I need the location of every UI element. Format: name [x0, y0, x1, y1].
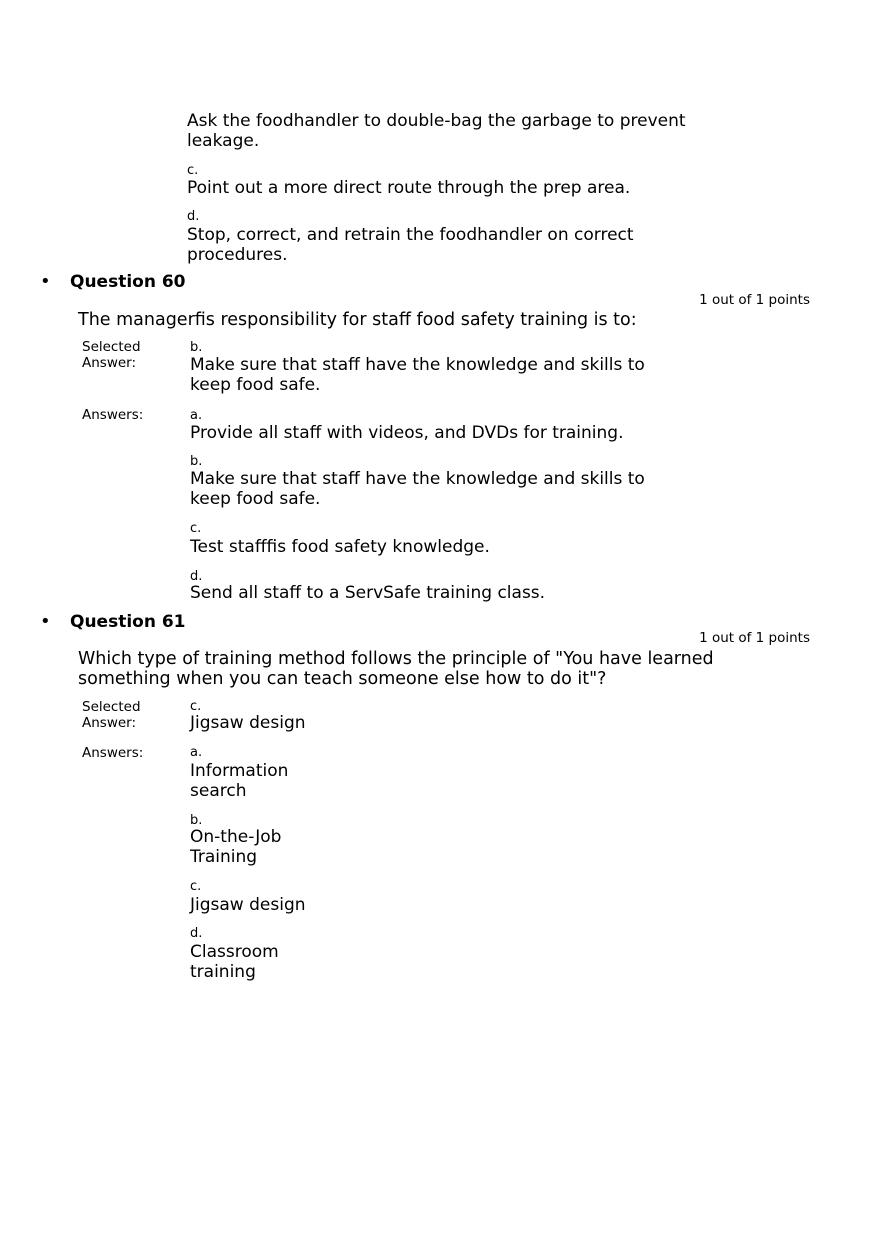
question-61-selected-letter: c. [190, 699, 202, 714]
question-61-answer-c-text: Jigsaw design [190, 895, 306, 915]
question-60-points: 1 out of 1 points [699, 292, 810, 308]
question-61-answer-b-letter: b. [190, 813, 203, 828]
question-61-selected-label-line1: Selected [82, 699, 141, 715]
question-60-answer-b-text: Make sure that staff have the knowledge and skills to keep food safe. [190, 469, 645, 509]
prev-option-c-letter: c. [187, 163, 199, 178]
question-60-selected-letter: b. [190, 340, 203, 355]
question-61-answers-label: Answers: [82, 745, 144, 761]
prev-option-c-text: Point out a more direct route through the prep area. [187, 178, 631, 198]
prev-option-d-text: Stop, correct, and retrain the foodhandler on correct procedures. [187, 225, 634, 265]
question-60-answer-d-letter: d. [190, 569, 203, 584]
question-61-answer-d-text: Classroom training [190, 942, 279, 982]
question-61-title: Question 61 [70, 612, 186, 632]
question-60-answer-b-letter: b. [190, 454, 203, 469]
prev-option-b-text: Ask the foodhandler to double-bag the garbage to prevent leakage. [187, 111, 686, 151]
question-60-selected-label-line2: Answer: [82, 355, 137, 371]
question-61-answer-a-letter: a. [190, 745, 203, 760]
question-60-answer-c-text: Test stafffis food safety knowledge. [190, 537, 490, 557]
question-61-points: 1 out of 1 points [699, 630, 810, 646]
question-60-text: The managerfis responsibility for staff food safety training is to: [78, 310, 637, 330]
question-61-answer-a-text: Information search [190, 761, 289, 801]
question-61-answer-c-letter: c. [190, 879, 202, 894]
question-61-answer-b-text: On-the-Job Training [190, 827, 282, 867]
question-60-answers-label: Answers: [82, 407, 144, 423]
question-60-answer-d-text: Send all staff to a ServSafe training class. [190, 583, 546, 603]
question-61-text: Which type of training method follows the principle of "You have learned something when you can teach someone else how to do it"? [78, 649, 714, 689]
question-61-bullet: • [40, 611, 51, 632]
question-61-answer-d-letter: d. [190, 926, 203, 941]
question-60-answer-a-letter: a. [190, 408, 203, 423]
prev-option-d-letter: d. [187, 209, 200, 224]
question-60-selected-label-line1: Selected [82, 339, 141, 355]
question-60-bullet: • [40, 271, 51, 292]
question-61-selected-label-line2: Answer: [82, 715, 137, 731]
question-60-title: Question 60 [70, 272, 186, 292]
question-61-selected-text: Jigsaw design [190, 713, 306, 733]
question-60-answer-a-text: Provide all staff with videos, and DVDs for training. [190, 423, 624, 443]
question-60-answer-c-letter: c. [190, 521, 202, 536]
question-60-selected-text: Make sure that staff have the knowledge and skills to keep food safe. [190, 355, 645, 395]
